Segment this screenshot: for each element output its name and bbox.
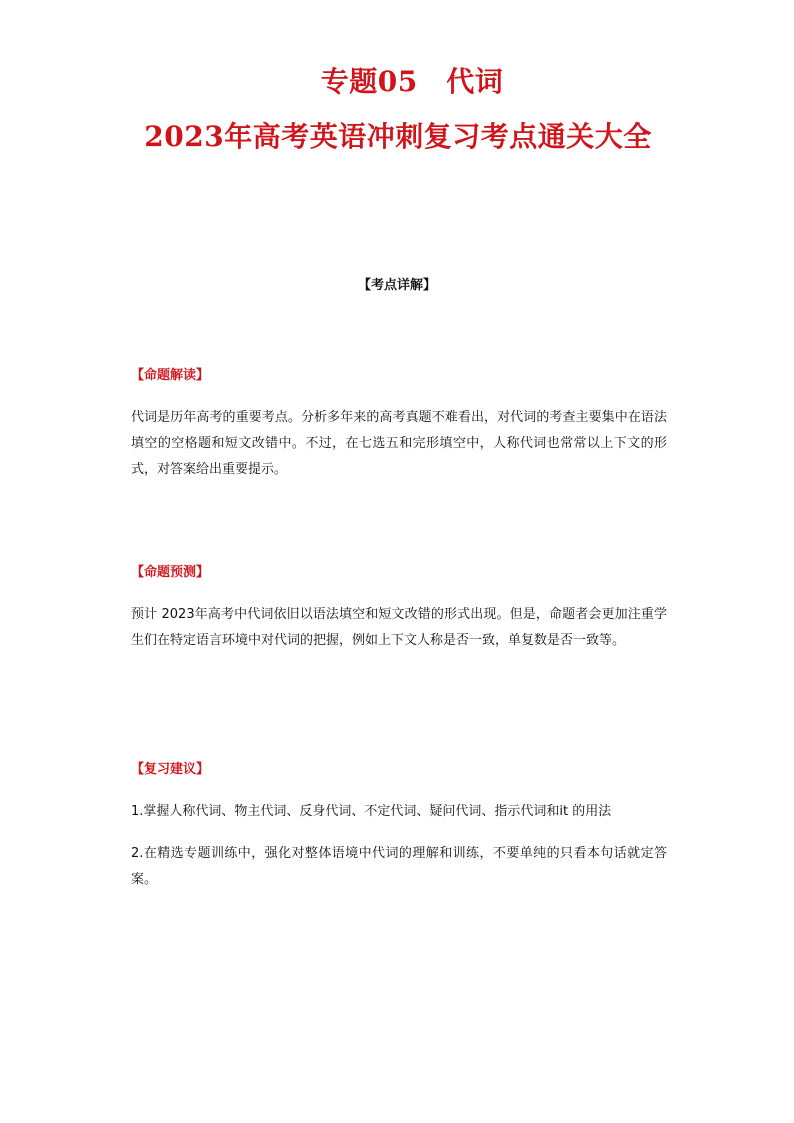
paragraph-fuxi-jianyi-2: 2.在精选专题训练中，强化对整体语境中代词的理解和训练，不要单纯的只看本句话就定答案。 <box>131 846 667 887</box>
paragraph-mingti-jiedu: 代词是历年高考的重要考点。分析多年来的高考真题不难看出，对代词的考查主要集中在语法填空的空格题和短文改错中。不过，在七选五和完形填空中，人称代词也常常以上下文的形式，对答案给出重要提示。 <box>131 410 667 477</box>
heading-mingti-yuce: 【命题预测】 <box>131 565 210 580</box>
document-title: 专题05 代词 <box>320 65 504 98</box>
heading-mingti-jiedu: 【命题解读】 <box>131 368 210 383</box>
section-label-kaodian-xiangjie: 【考点详解】 <box>357 278 436 293</box>
document-subtitle: 2023年高考英语冲刺复习考点通关大全 <box>144 120 652 153</box>
paragraph-fuxi-jianyi-1: 1.掌握人称代词、物主代词、反身代词、不定代词、疑问代词、指示代词和it 的用法 <box>131 804 612 819</box>
heading-fuxi-jianyi: 【复习建议】 <box>131 762 210 777</box>
paragraph-mingti-yuce: 预计 2023年高考中代词依旧以语法填空和短文改错的形式出现。但是，命题者会更加注重学生们在特定语言环境中对代词的把握，例如上下文人称是否一致，单复数是否一致等。 <box>131 607 667 648</box>
